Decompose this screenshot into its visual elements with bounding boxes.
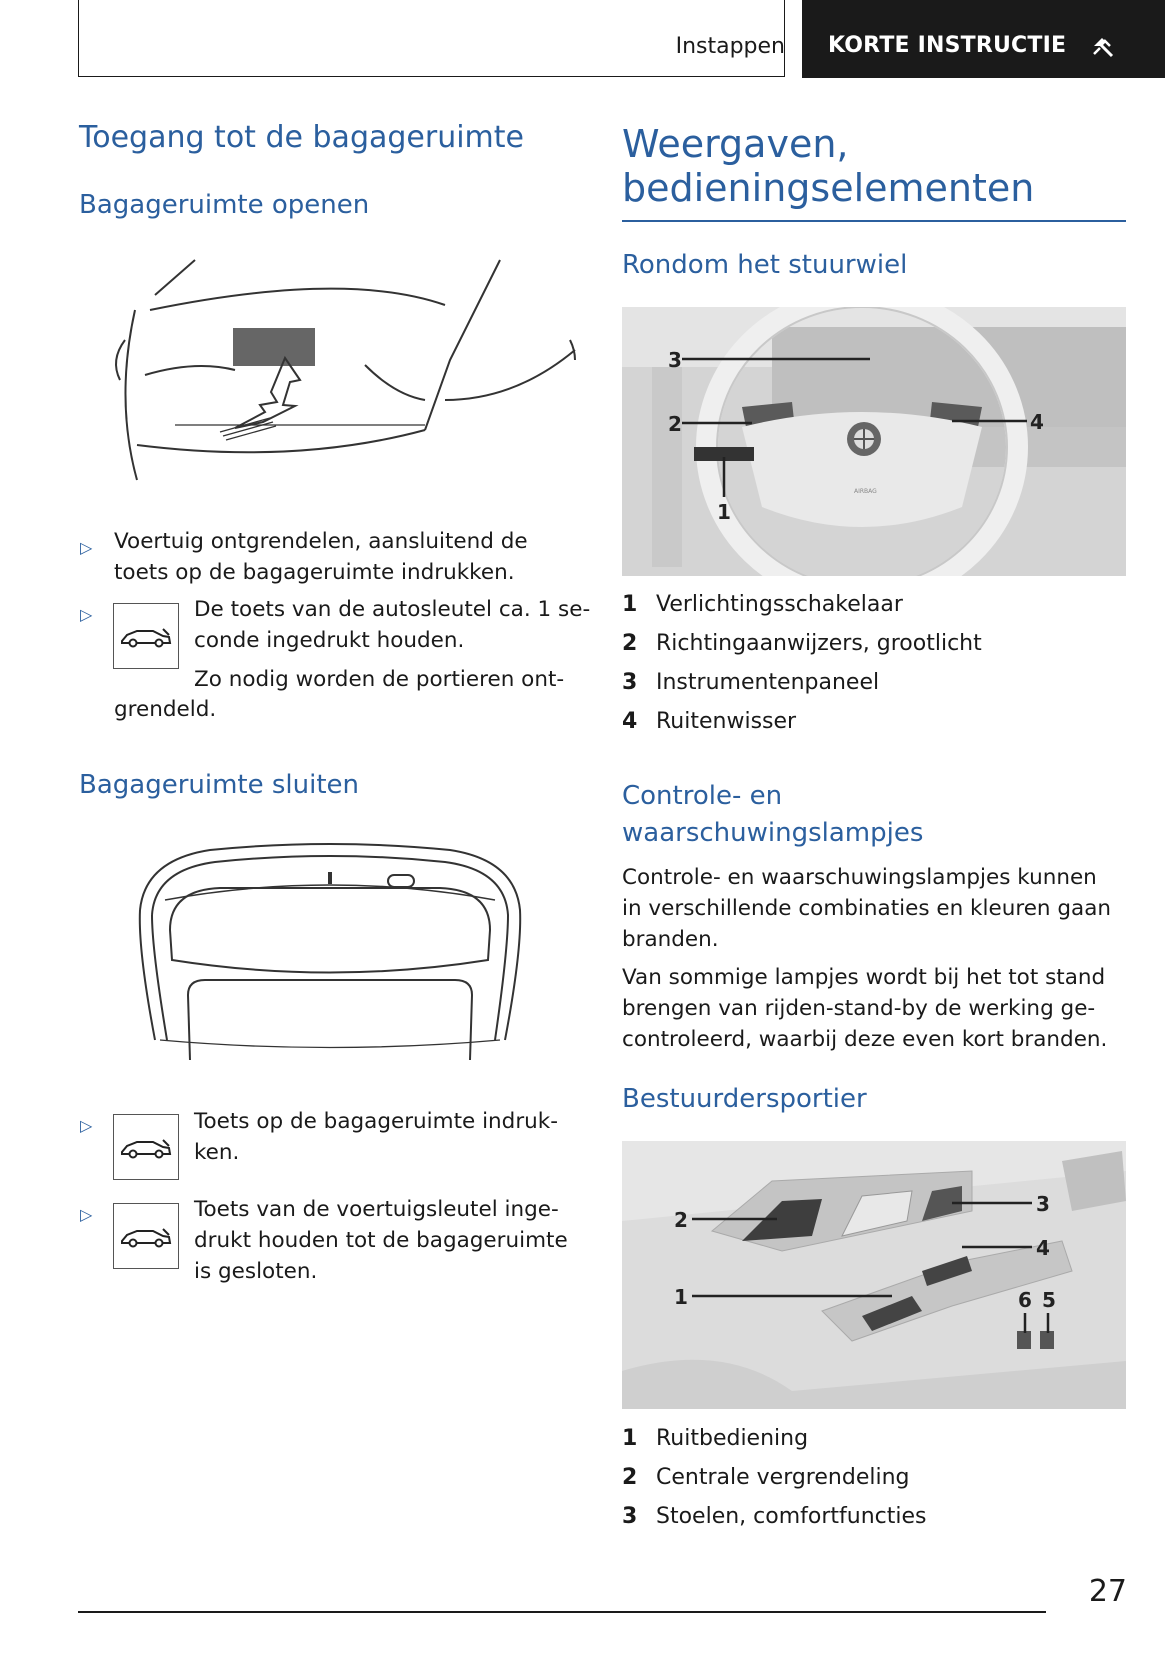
- item-num: 3: [622, 1504, 638, 1529]
- list-item: [622, 1463, 909, 1493]
- header-chapter-bar: [802, 0, 1165, 78]
- door-callout-5: 5: [1042, 1288, 1056, 1312]
- open-bullet-1: [114, 526, 528, 588]
- lamps-paragraph-2: [622, 962, 1107, 1055]
- car-trunk-key-icon: [113, 603, 179, 669]
- door-callout-2: 2: [674, 1208, 688, 1232]
- triangle-bullet-icon: ▷: [80, 1205, 93, 1224]
- lamps-p1-line-3: branden.: [622, 927, 719, 952]
- door-callout-1: 1: [674, 1285, 688, 1309]
- heading-open-trunk: Bagageruimte openen: [79, 190, 370, 220]
- list-item: [622, 590, 903, 620]
- close-bullet-1-line-2: ken.: [194, 1140, 240, 1165]
- heading-steering: Rondom het stuurwiel: [622, 250, 908, 280]
- item-label: Richtingaanwijzers, grootlicht: [656, 631, 982, 656]
- door-callout-3: 3: [1036, 1192, 1050, 1216]
- item-label: Centrale vergrendeling: [656, 1465, 910, 1490]
- close-bullet-1: [194, 1106, 558, 1168]
- list-item: [622, 1502, 927, 1532]
- lamps-p2-line-3: controleerd, waarbij deze even kort branden.: [622, 1027, 1108, 1052]
- triangle-bullet-icon: ▷: [80, 538, 93, 557]
- close-bullet-2-line-1: Toets van de voertuigsleutel inge-: [194, 1197, 559, 1222]
- steering-legend: [622, 590, 1126, 734]
- open-bullet-1-line-1: Voertuig ontgrendelen, aansluitend de: [114, 529, 528, 554]
- steering-callout-3: 3: [668, 348, 682, 372]
- item-label: Verlichtingsschakelaar: [656, 592, 903, 617]
- door-callout-6: 6: [1018, 1288, 1032, 1312]
- heading-lamps-line-2: waarschuwingslampjes: [622, 818, 924, 848]
- open-note-line-1: Zo nodig worden de portieren ont-: [194, 667, 565, 692]
- triangle-bullet-icon: ▷: [80, 1116, 93, 1135]
- close-bullet-2-line-2: drukt houden tot de bagageruimte: [194, 1228, 568, 1253]
- door-legend: [622, 1424, 1126, 1529]
- lamps-p1-line-2: in verschillende combinaties en kleuren gaan: [622, 896, 1112, 921]
- trunk-close-illustration: [130, 840, 530, 1080]
- lamps-p1-line-1: Controle- en waarschuwingslampjes kunnen: [622, 865, 1097, 890]
- door-callout-4: 4: [1036, 1236, 1050, 1260]
- trunk-open-illustration: [95, 250, 585, 500]
- list-item: [622, 629, 982, 659]
- steering-callout-4: 4: [1030, 410, 1044, 434]
- footer-rule: [78, 1611, 1046, 1613]
- list-item: [622, 707, 796, 737]
- steering-callout-1: 1: [717, 500, 731, 524]
- list-item: [622, 1424, 808, 1454]
- item-label: Ruitenwisser: [656, 709, 797, 734]
- item-num: 2: [622, 1465, 638, 1490]
- close-bullet-2: [194, 1194, 568, 1287]
- close-bullet-2-line-3: is gesloten.: [194, 1259, 318, 1284]
- item-num: 1: [622, 1426, 638, 1451]
- airbag-label: AIRBAG: [854, 488, 877, 495]
- open-bullet-1-line-2: toets op de bagageruimte indrukken.: [114, 560, 515, 585]
- page-number: 27: [1088, 1574, 1127, 1609]
- open-note-line-2: grendeld.: [114, 697, 217, 722]
- item-num: 2: [622, 631, 638, 656]
- list-item: [622, 668, 879, 698]
- car-trunk-key-icon: [113, 1114, 179, 1180]
- item-num: 1: [622, 592, 638, 617]
- pin-tool-icon: [1090, 34, 1120, 64]
- car-trunk-key-icon: [113, 1203, 179, 1269]
- header-section: Instappen: [675, 34, 785, 59]
- page-title-right-line-1: Weergaven,: [622, 122, 849, 166]
- open-bullet-2-line-1: De toets van de autosleutel ca. 1 se-: [194, 597, 591, 622]
- lamps-paragraph-1: [622, 862, 1111, 955]
- open-bullet-2-line-2: conde ingedrukt houden.: [194, 628, 465, 653]
- lamps-p2-line-2: brengen van rijden-stand-by de werking ge-: [622, 996, 1096, 1021]
- header-chapter: KORTE INSTRUCTIE: [828, 33, 1067, 58]
- heading-door: Bestuurdersportier: [622, 1084, 867, 1114]
- title-rule: [622, 220, 1126, 222]
- page-title-right: [622, 122, 1034, 210]
- close-bullet-1-line-1: Toets op de bagageruimte indruk-: [194, 1109, 558, 1134]
- triangle-bullet-icon: ▷: [80, 605, 93, 624]
- open-bullet-2: [194, 594, 590, 656]
- lamps-p2-line-1: Van sommige lampjes wordt bij het tot stand: [622, 965, 1106, 990]
- page-title-right-line-2: bedieningselementen: [622, 166, 1035, 210]
- heading-close-trunk: Bagageruimte sluiten: [79, 770, 360, 800]
- item-num: 3: [622, 670, 638, 695]
- steering-callout-2: 2: [668, 412, 682, 436]
- item-num: 4: [622, 709, 638, 734]
- item-label: Stoelen, comfortfuncties: [656, 1504, 927, 1529]
- steering-wheel-photo: [622, 307, 1126, 576]
- item-label: Ruitbediening: [656, 1426, 809, 1451]
- heading-lamps-line-1: Controle- en: [622, 781, 783, 811]
- page-title-left: Toegang tot de bagageruimte: [79, 120, 524, 155]
- item-label: Instrumentenpaneel: [656, 670, 880, 695]
- heading-lamps: [622, 778, 923, 852]
- driver-door-photo: [622, 1141, 1126, 1409]
